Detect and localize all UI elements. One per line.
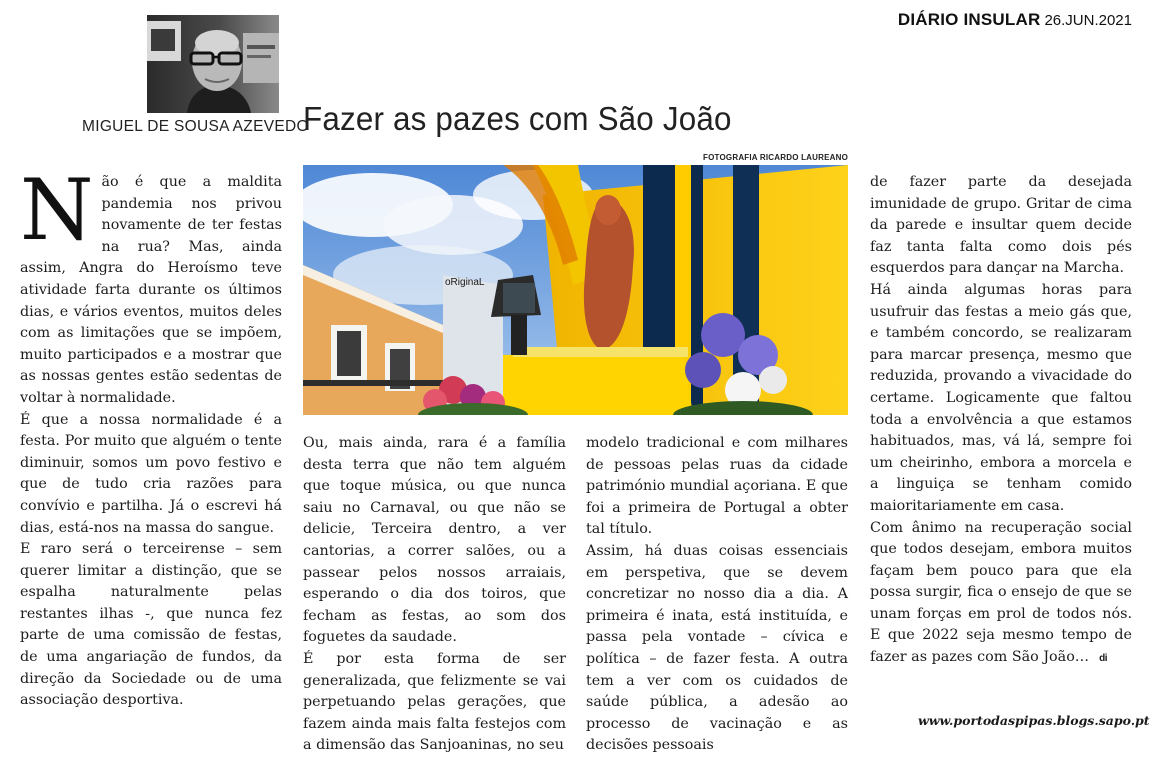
author-name: MIGUEL DE SOUSA AZEVEDO [82,118,309,135]
paragraph [870,518,1132,670]
paragraph: É que a nossa normalidade é a festa. Por muito que alguém o tente diminuir, somos um povo festivo e que de tudo cria razões para convívio e partilha. Já o escrevi há dias, está-nos na massa do sangue. [20,411,282,536]
paragraph-text: ão é que a maldita pandemia nos privou novamente de ter festas na rua? Mas, ainda assim, Angra do Heroísmo teve atividade farta durante os últimos dias, e vários eventos, muitos deles com as limitações que se impõem, muito participados e a mostrar que as nossas gentes estão sedentas de voltar à normalidade. [20,174,282,406]
author-photo [147,15,279,113]
blog-url: www.portodaspipas.blogs.sapo.pt [918,713,1150,728]
paragraph: Ou, mais ainda, rara é a família desta terra que não tem alguém que toque música, ou que nunca saiu no Carnaval, ou que não se delicie, Terceira dentro, a ver cantorias, a correr salões, ou a passear pelos nossos arraiais, esperando o dia dos toiros, que fecham as festas, ao som dos foguetes da saudade. [303,435,566,646]
paragraph: É por esta forma de ser generalizada, que felizmente se vai perpetuando pelas gerações, que fazem ainda mais falta festejos com a dimensão das Sanjoaninas, no seu [303,650,566,754]
paragraph [20,161,282,410]
article-column-2 [303,433,566,757]
paragraph-text: Com ânimo na recuperação social que todos desejam, embora muitos façam bem pouco para que ela possa surgir, fica o ensejo de que se unam forças em prol de todos nós. E que 2022 seja mesmo tempo de fazer as pazes com São João… [870,519,1132,666]
article-headline: Fazer as pazes com São João [303,100,732,137]
masthead [898,10,1132,30]
end-mark: di [1099,653,1107,665]
article-photo [303,165,848,415]
dropcap: N [20,161,94,259]
article-column-4 [870,172,1132,670]
paragraph: de fazer parte da desejada imunidade de grupo. Gritar de cima da parede e insultar quem decide faz tanta falta como dois pés esquerdos para dançar na Marcha. [870,174,1132,277]
article-column-1 [20,161,282,712]
article-column-3 [586,433,848,757]
publication-date: 26.JUN.2021 [1044,12,1132,29]
author-portrait-image [147,15,279,113]
paragraph: Há ainda algumas horas para usufruir das festas a meio gás que, e também concordo, se realizaram para marcar presença, mesmo que reduzida, provando a vivacidade do certame. Logicamente que faltou toda a envolvência a que estamos habituados, mas, vá lá, sempre foi um cheirinho, embora a morcela e a linguiça se tenham comido maioritariamente em casa. [870,281,1132,514]
festival-statue-image [303,165,848,415]
paragraph: modelo tradicional e com milhares de pessoas pelas ruas da cidade património mundial açoriana. E que foi a primeira de Portugal a obter tal título. [586,435,848,538]
paragraph: Assim, há duas coisas essenciais em perspetiva, que se devem concretizar no nosso dia a dia. A primeira é inata, está instituída, e passa pela vontade – cívica e política – de fazer festa. A outra tem a ver com os cuidados de saúde pública, a adesão ao processo de vacinação e as decisões pessoais [586,542,848,754]
photo-credit: FOTOGRAFIA RICARDO LAUREANO [703,153,848,162]
publication-name: DIÁRIO INSULAR [897,10,1041,29]
photo-watermark: oRiginaL [445,277,485,288]
paragraph: E raro será o terceirense – sem querer limitar a distinção, que se espalha naturalmente pelas restantes ilhas -, que nunca fez parte de uma comissão de festas, de uma angariação de fundos, da direção da Sociedade ou de uma associação desportiva. [20,541,282,709]
